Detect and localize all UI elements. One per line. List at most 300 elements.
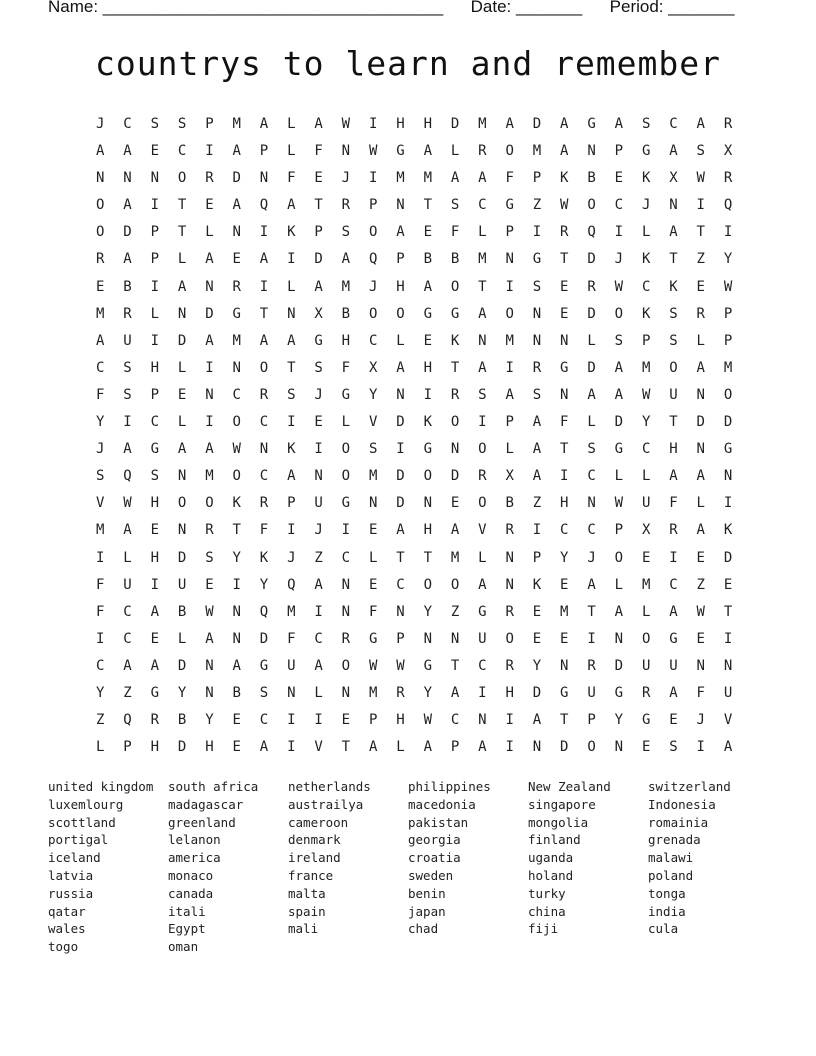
grid-letter: P	[287, 495, 296, 512]
grid-letter: D	[560, 739, 569, 756]
grid-letter: P	[123, 739, 132, 756]
grid-letter: R	[641, 684, 651, 701]
grid-letter: D	[259, 630, 269, 647]
grid-letter: E	[423, 224, 432, 241]
grid-letter: A	[232, 657, 241, 674]
grid-letter: S	[341, 224, 351, 241]
grid-letter: A	[177, 441, 187, 458]
grid-letter: T	[450, 359, 460, 376]
grid-letter: C	[478, 197, 487, 214]
grid-letter: A	[614, 116, 624, 132]
grid-letter: L	[150, 305, 160, 322]
grid-letter: A	[150, 603, 160, 620]
grid-row	[96, 656, 751, 683]
grid-letter: R	[669, 522, 678, 539]
grid-letter: O	[450, 414, 460, 431]
word-bank-item: russia	[48, 885, 94, 901]
grid-letter: N	[587, 143, 596, 160]
grid-letter: D	[696, 414, 705, 431]
grid-letter: M	[723, 359, 733, 376]
grid-letter: A	[177, 278, 187, 295]
grid-letter: A	[123, 197, 132, 214]
word-bank-item: turky	[528, 885, 566, 901]
grid-letter: E	[150, 630, 160, 647]
grid-letter: H	[205, 739, 214, 756]
grid-letter: N	[205, 684, 214, 701]
grid-letter: Z	[532, 495, 542, 512]
grid-letter: N	[450, 441, 460, 458]
grid-letter: P	[396, 251, 405, 268]
grid-letter: A	[423, 278, 432, 295]
grid-letter: O	[450, 576, 460, 593]
grid-letter: I	[287, 712, 296, 729]
word-bank-item: finland	[528, 832, 581, 848]
grid-letter: N	[287, 305, 296, 322]
grid-letter: N	[450, 630, 460, 647]
word-bank	[48, 778, 788, 956]
grid-letter: M	[341, 278, 351, 295]
grid-row	[96, 114, 751, 141]
grid-letter: P	[505, 414, 514, 431]
grid-letter: A	[287, 468, 296, 485]
grid-letter: Z	[532, 197, 542, 214]
grid-letter: E	[96, 278, 105, 295]
grid-letter: N	[341, 143, 351, 160]
word-bank-item: madagascar	[168, 796, 244, 812]
grid-letter: O	[723, 386, 733, 403]
grid-letter: P	[314, 224, 323, 241]
grid-letter: Y	[723, 251, 733, 268]
grid-letter: L	[314, 684, 323, 701]
word-bank-item: pakistan	[408, 814, 469, 830]
grid-letter: G	[614, 441, 624, 458]
grid-letter: G	[368, 630, 378, 647]
word-bank-item: south africa	[168, 779, 259, 794]
grid-letter: N	[423, 630, 432, 647]
grid-letter: N	[259, 170, 269, 187]
grid-letter: W	[368, 143, 378, 160]
grid-letter: W	[723, 278, 733, 295]
grid-letter: P	[587, 712, 596, 729]
grid-letter: I	[314, 712, 323, 729]
grid-row	[96, 168, 751, 195]
grid-letter: J	[96, 116, 105, 132]
grid-letter: C	[150, 414, 160, 431]
grid-letter: D	[450, 116, 460, 132]
grid-letter: Y	[96, 414, 105, 431]
grid-letter: S	[669, 332, 678, 349]
grid-letter: C	[259, 414, 269, 431]
grid-letter: L	[396, 739, 405, 756]
grid-letter: Q	[123, 468, 132, 485]
grid-letter: O	[641, 630, 651, 647]
grid-letter: K	[423, 414, 432, 431]
grid-letter: F	[696, 684, 705, 701]
grid-letter: E	[641, 739, 651, 756]
grid-letter: T	[696, 224, 705, 241]
grid-letter: K	[287, 441, 296, 458]
grid-letter: I	[723, 495, 733, 512]
grid-letter: S	[287, 386, 296, 403]
grid-letter: A	[205, 630, 214, 647]
grid-letter: W	[614, 278, 624, 295]
period-field[interactable]: Period: _______	[609, 0, 735, 16]
grid-letter: Q	[287, 576, 296, 593]
grid-letter: K	[532, 576, 542, 593]
grid-letter: I	[560, 468, 569, 485]
grid-letter: O	[505, 305, 514, 322]
grid-letter: V	[96, 495, 105, 512]
grid-letter: A	[478, 305, 487, 322]
word-bank-item: china	[528, 903, 566, 919]
grid-letter: F	[341, 359, 351, 376]
word-bank-item: iceland	[48, 850, 101, 866]
word-bank-item: austrailya	[288, 796, 364, 812]
word-bank-item: singapore	[528, 796, 596, 812]
grid-letter: J	[314, 522, 323, 539]
grid-letter: C	[614, 197, 624, 214]
grid-row	[96, 195, 751, 222]
grid-letter: U	[123, 576, 132, 593]
grid-letter: A	[150, 657, 160, 674]
grid-letter: R	[723, 170, 733, 187]
grid-letter: V	[314, 739, 323, 756]
grid-letter: D	[177, 739, 187, 756]
grid-letter: N	[368, 495, 378, 512]
grid-letter: P	[368, 197, 378, 214]
grid-letter: I	[341, 522, 351, 539]
grid-letter: J	[614, 251, 624, 268]
grid-letter: O	[505, 630, 514, 647]
word-bank-item: spain	[288, 903, 326, 919]
grid-letter: R	[723, 116, 733, 132]
grid-letter: A	[614, 359, 624, 376]
grid-letter: M	[641, 359, 651, 376]
grid-letter: G	[232, 305, 241, 322]
grid-letter: U	[669, 657, 678, 674]
grid-letter: B	[450, 251, 460, 268]
grid-letter: L	[641, 468, 651, 485]
word-bank-item: macedonia	[408, 796, 476, 812]
grid-letter: L	[587, 414, 596, 431]
grid-letter: R	[505, 603, 514, 620]
grid-letter: H	[423, 359, 432, 376]
grid-letter: P	[641, 332, 651, 349]
grid-letter: A	[669, 143, 678, 160]
grid-letter: E	[232, 739, 241, 756]
grid-letter: D	[314, 251, 323, 268]
grid-letter: G	[423, 441, 432, 458]
grid-letter: A	[450, 170, 460, 187]
grid-letter: E	[532, 630, 542, 647]
grid-letter: A	[478, 576, 487, 593]
grid-letter: Y	[232, 549, 241, 566]
grid-letter: L	[641, 603, 651, 620]
grid-letter: C	[587, 522, 596, 539]
grid-letter: F	[259, 522, 269, 539]
grid-letter: L	[614, 468, 624, 485]
grid-letter: W	[696, 603, 705, 620]
word-bank-item: Egypt	[168, 921, 206, 937]
grid-letter: A	[669, 684, 678, 701]
grid-letter: R	[205, 522, 214, 539]
grid-letter: J	[587, 549, 596, 566]
grid-letter: G	[532, 251, 542, 268]
grid-letter: X	[669, 170, 678, 187]
word-bank-item: portigal	[48, 832, 109, 848]
grid-letter: A	[396, 522, 405, 539]
grid-letter: R	[96, 251, 105, 268]
grid-letter: B	[341, 305, 351, 322]
grid-letter: Q	[123, 712, 132, 729]
grid-letter: M	[232, 332, 241, 349]
grid-letter: P	[396, 630, 405, 647]
grid-letter: R	[341, 197, 351, 214]
grid-letter: I	[505, 278, 514, 295]
grid-letter: I	[205, 414, 214, 431]
grid-letter: O	[423, 576, 432, 593]
grid-letter: M	[478, 116, 487, 132]
grid-letter: V	[723, 712, 733, 729]
grid-letter: A	[287, 197, 296, 214]
grid-letter: A	[123, 522, 132, 539]
grid-letter: Q	[259, 197, 269, 214]
grid-letter: R	[341, 630, 351, 647]
grid-letter: F	[96, 576, 105, 593]
word-bank-item: malawi	[648, 850, 694, 866]
grid-letter: M	[368, 684, 378, 701]
grid-letter: W	[696, 170, 705, 187]
grid-letter: A	[396, 224, 405, 241]
word-bank-item: cameroon	[288, 814, 349, 830]
grid-letter: G	[669, 630, 678, 647]
grid-letter: L	[205, 224, 214, 241]
grid-letter: E	[669, 712, 678, 729]
grid-letter: E	[450, 495, 460, 512]
word-bank-item: sweden	[408, 867, 454, 883]
grid-letter: F	[560, 414, 569, 431]
grid-letter: A	[96, 332, 105, 349]
grid-letter: G	[587, 116, 596, 132]
grid-letter: T	[587, 603, 596, 620]
grid-letter: P	[150, 386, 160, 403]
grid-letter: T	[478, 278, 487, 295]
grid-row	[96, 277, 751, 304]
grid-letter: K	[259, 549, 269, 566]
grid-letter: P	[150, 251, 160, 268]
grid-letter: N	[396, 197, 405, 214]
grid-letter: T	[560, 251, 569, 268]
grid-row	[96, 737, 751, 764]
grid-letter: O	[450, 278, 460, 295]
grid-letter: S	[641, 116, 651, 132]
grid-row	[96, 412, 751, 439]
grid-letter: I	[505, 359, 514, 376]
word-bank-item: fiji	[528, 921, 559, 937]
grid-letter: R	[505, 522, 514, 539]
grid-letter: M	[505, 332, 514, 349]
grid-row	[96, 629, 751, 656]
grid-letter: I	[150, 332, 160, 349]
word-bank-item: philippines	[408, 779, 491, 794]
grid-letter: O	[259, 359, 269, 376]
grid-letter: Y	[259, 576, 269, 593]
grid-letter: I	[259, 278, 269, 295]
grid-letter: C	[641, 278, 651, 295]
grid-letter: A	[259, 251, 269, 268]
grid-letter: E	[150, 143, 160, 160]
grid-letter: N	[177, 468, 187, 485]
grid-letter: T	[287, 359, 296, 376]
grid-letter: O	[177, 495, 187, 512]
grid-letter: C	[314, 630, 323, 647]
grid-letter: D	[396, 495, 405, 512]
grid-letter: G	[560, 359, 569, 376]
grid-letter: I	[150, 576, 160, 593]
grid-letter: I	[532, 522, 542, 539]
grid-letter: A	[314, 278, 323, 295]
grid-letter: C	[478, 657, 487, 674]
grid-letter: L	[177, 630, 187, 647]
grid-letter: R	[205, 170, 214, 187]
grid-letter: K	[287, 224, 296, 241]
grid-letter: M	[287, 603, 296, 620]
grid-letter: W	[205, 603, 214, 620]
grid-letter: P	[614, 143, 624, 160]
grid-letter: D	[205, 305, 214, 322]
grid-letter: A	[123, 441, 132, 458]
grid-letter: U	[123, 332, 132, 349]
grid-letter: G	[478, 603, 487, 620]
grid-letter: R	[560, 224, 569, 241]
grid-letter: O	[232, 468, 241, 485]
grid-letter: A	[614, 386, 624, 403]
grid-letter: E	[641, 549, 651, 566]
grid-letter: C	[669, 116, 678, 132]
grid-letter: S	[614, 332, 624, 349]
grid-letter: R	[478, 143, 487, 160]
grid-letter: B	[177, 712, 187, 729]
grid-letter: P	[614, 522, 624, 539]
grid-letter: H	[150, 359, 160, 376]
grid-letter: E	[205, 197, 214, 214]
grid-row	[96, 575, 751, 602]
grid-letter: D	[614, 657, 624, 674]
grid-letter: A	[478, 170, 487, 187]
grid-letter: R	[587, 657, 596, 674]
grid-letter: G	[560, 684, 569, 701]
grid-letter: D	[177, 549, 187, 566]
grid-letter: H	[396, 712, 405, 729]
date-field[interactable]: Date: _______	[470, 0, 583, 16]
grid-letter: J	[641, 197, 651, 214]
grid-letter: A	[614, 603, 624, 620]
grid-letter: T	[341, 739, 351, 756]
grid-letter: G	[341, 386, 351, 403]
word-bank-item: georgia	[408, 832, 461, 848]
grid-letter: O	[423, 468, 432, 485]
grid-letter: U	[641, 657, 651, 674]
grid-letter: Y	[423, 684, 432, 701]
grid-letter: N	[560, 386, 569, 403]
grid-letter: N	[150, 170, 160, 187]
grid-letter: S	[150, 116, 160, 132]
grid-letter: Y	[614, 712, 624, 729]
word-bank-item: itali	[168, 903, 206, 919]
grid-letter: O	[587, 739, 596, 756]
grid-letter: L	[96, 739, 105, 756]
grid-letter: N	[341, 603, 351, 620]
grid-letter: X	[723, 143, 733, 160]
grid-letter: H	[150, 739, 160, 756]
grid-letter: A	[123, 143, 132, 160]
grid-letter: R	[123, 305, 132, 322]
grid-letter: N	[532, 305, 542, 322]
grid-letter: N	[423, 495, 432, 512]
word-bank-item: india	[648, 903, 686, 919]
grid-row	[96, 249, 751, 276]
grid-letter: T	[669, 414, 678, 431]
grid-letter: C	[123, 630, 132, 647]
grid-letter: O	[614, 305, 624, 322]
grid-letter: O	[368, 305, 378, 322]
grid-letter: L	[341, 414, 351, 431]
grid-letter: C	[177, 143, 187, 160]
grid-letter: I	[478, 414, 487, 431]
grid-letter: K	[641, 251, 651, 268]
grid-letter: D	[587, 251, 596, 268]
word-bank-item: monaco	[168, 867, 214, 883]
grid-letter: N	[96, 170, 105, 187]
grid-letter: C	[96, 657, 105, 674]
grid-letter: D	[177, 657, 187, 674]
grid-letter: G	[614, 684, 624, 701]
grid-letter: G	[423, 657, 432, 674]
puzzle-title: countrys to learn and remember	[94, 44, 722, 83]
grid-letter: N	[505, 251, 514, 268]
grid-letter: N	[505, 549, 514, 566]
name-field[interactable]: Name: ____________________________________	[48, 0, 444, 16]
grid-row	[96, 683, 751, 710]
grid-row	[96, 466, 751, 493]
grid-letter: G	[423, 305, 432, 322]
word-bank-item: ireland	[288, 850, 341, 866]
grid-letter: T	[450, 657, 460, 674]
grid-letter: C	[259, 468, 269, 485]
grid-letter: S	[669, 305, 678, 322]
grid-letter: C	[123, 116, 132, 132]
grid-letter: Q	[259, 603, 269, 620]
grid-letter: S	[587, 441, 596, 458]
grid-letter: R	[259, 495, 269, 512]
grid-letter: E	[560, 576, 569, 593]
grid-letter: S	[96, 468, 105, 485]
grid-letter: C	[396, 576, 405, 593]
grid-letter: I	[696, 197, 705, 214]
grid-letter: A	[505, 116, 514, 132]
grid-letter: H	[423, 116, 432, 132]
grid-letter: O	[478, 495, 487, 512]
grid-letter: T	[560, 712, 569, 729]
grid-letter: I	[505, 712, 514, 729]
grid-letter: I	[614, 224, 624, 241]
grid-letter: Z	[696, 576, 705, 593]
grid-letter: A	[669, 603, 678, 620]
grid-row	[96, 141, 751, 168]
grid-letter: Y	[560, 549, 569, 566]
grid-letter: S	[177, 116, 187, 132]
grid-letter: P	[532, 170, 542, 187]
